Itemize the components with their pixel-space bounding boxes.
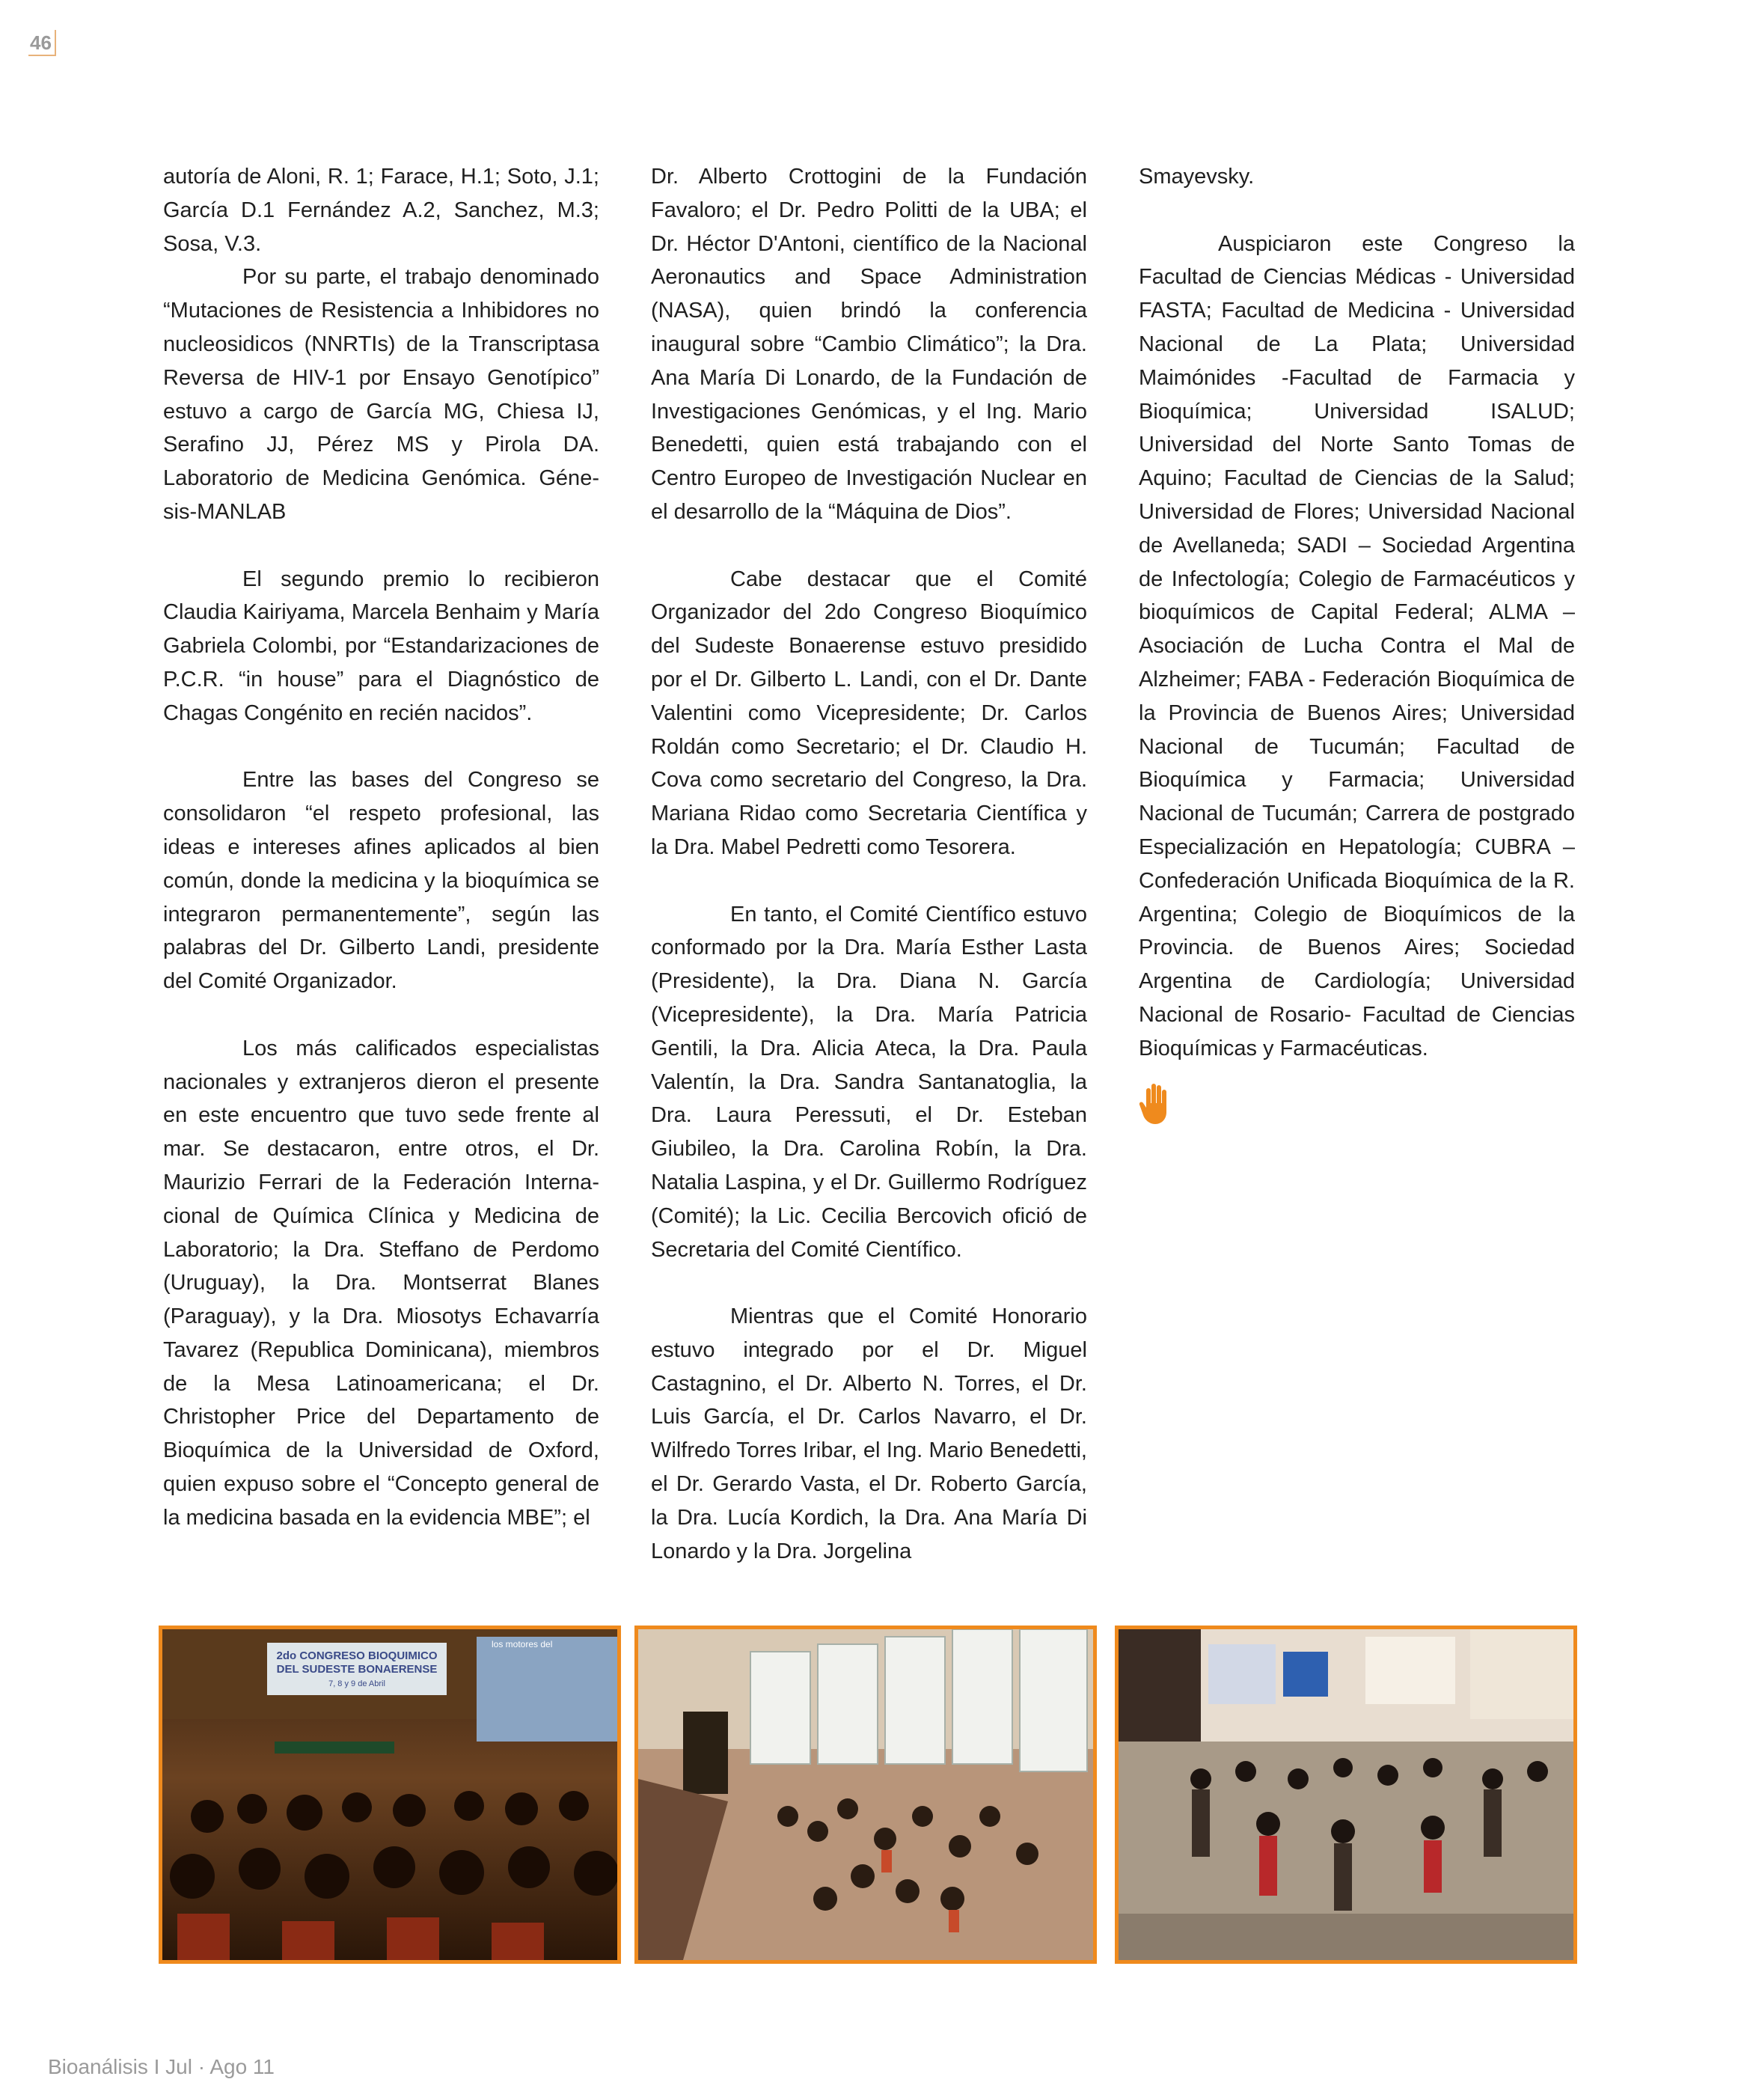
photo-conference-hall bbox=[159, 1626, 621, 1964]
paragraph: Entre las bases del Congreso se consolidaron “el respeto profesional, las ideas e intereses afines aplicados al bien común, donde la medicina y la bioquímica se integraron permanentemente”, según las palabras del Dr. Gilberto Landi, presidente del Comité Organizador. bbox=[163, 768, 599, 994]
paragraph: En tanto, el Comité Científico estuvo conformado por la Dra. María Esther Lasta (Presidente), la Dra. Diana N. García (Vicepresidente), la Dra. María Patricia Gentili, la Dra. Alicia Ateca, la Dra. Paula Valentín, la Dra. Sandra Santanatoglia, la Dra. Laura Peressuti, el Dr. Esteban Giubileo, la Dra. Carolina Robín, la Dra. Natalia Laspina, y el Dr. Guillermo Rodríguez (Comité); la Lic. Cecilia Bercovich ofició de Secretaria del Comité Científico. bbox=[651, 902, 1087, 1262]
page-number: 46 bbox=[28, 30, 56, 56]
banner-line-3: 7, 8 y 9 de Abril bbox=[328, 1679, 385, 1688]
paragraph: autoría de Aloni, R. 1; Farace, H.1; Soto, J.1; García D.1 Fernández A.2, Sanchez, M.3; Sosa, V.3. bbox=[163, 165, 599, 256]
banner-line-2: DEL SUDESTE BONAERENSE bbox=[276, 1663, 438, 1676]
paragraph: Mientras que el Comité Honorario estuvo integrado por el Dr. Miguel Castagnino, el Dr. Alberto N. Torres, el Dr. Luis García, el Dr. Carlos Navarro, el Dr. Wilfredo Torres Iribar, el Ing. Mario Benedetti, el Dr. Gerardo Vasta, el Dr. Roberto García, la Dra. Lucía Kordich, la Dra. Ana María Di Lonardo y la Dra. Jorgelina bbox=[651, 1304, 1087, 1563]
paragraph: Dr. Alberto Crottogini de la Fundación Favaloro; el Dr. Pedro Politti de la UBA; el Dr. Héctor D'Antoni, científico de la Nacional Aeronautics and Space Administration (NASA), quien brindó la conferencia inaugural sobre “Cambio Climático”; la Dra. Ana María Di Lonardo, de la Fundación de Investigaciones Genómicas, y el Ing. Mario Benedetti, quien está trabajando con el Centro Europeo de Investigación Nuclear en el desarrollo de la “Máquina de Dios”. bbox=[651, 165, 1087, 524]
footer-publication: Bioanálisis I Jul · Ago 11 bbox=[48, 2055, 275, 2078]
paragraph: Auspiciaron este Congreso la Facultad de Ciencias Médicas - Universidad FASTA; Facultad de Medicina - Universidad Nacional de La Plata; Universidad Maimónides -Facultad de Farmacia y Bioquímica; Universidad ISALUD; Universidad del Norte Santo Tomas de Aquino; Facultad de Ciencias de la Salud; Universidad de Flores; Universidad Nacional de Avellaneda; SADI – Sociedad Argentina de Infectología; Colegio de Farmacéuticos y bioquímicos de Capital Federal; ALMA – Asociación de Lucha Contra el Mal de Alzheimer; FABA - Federación Bioquímica de la Provincia de Buenos Aires; Universidad Nacional de Tucumán; Facultad de Bioquímica y Farmacia; Universidad Nacional de Tucumán; Carrera de postgrado Especialización en Hepatología; CUBRA – Confederación Unificada Bioquímica de la R. Argentina; Colegio de Bioquímicos de la Provincia. de Buenos Aires; Sociedad Argentina de Cardiología; Universidad Nacional de Rosario- Facultad de Ciencias Bioquímicas y Farmacéuticas. bbox=[1139, 231, 1575, 1060]
banner-line-1: 2do CONGRESO BIOQUIMICO bbox=[276, 1649, 438, 1662]
paragraph: Cabe destacar que el Comité Organizador del 2do Congreso Bioquímico del Sudeste Bonaerense estuvo presidido por el Dr. Gilberto L. Landi, con el Dr. Dante Valentini como Vicepresidente; Dr. Carlos Roldán como Secretario; el Dr. Claudio H. Cova como secretario del Congreso, la Dra. Mariana Ridao como Secretaria Científica y la Dra. Mabel Pedretti como Tesorera. bbox=[651, 567, 1087, 859]
paragraph: Los más calificados especialistas nacionales y extranjeros dieron el presente en este encuentro que tuvo sede frente al mar. Se destacaron, entre otros, el Dr. Maurizio Ferrari de la Federación Internacional de Química Clínica y Medicina de Laboratorio; la Dra. Steffano de Perdomo (Uruguay), la Dra. Montserrat Blanes (Paraguay), y la Dra. Miosotys Echavarría Tavarez (Republica Dominicana), miembros de la Mesa Latinoamericana; el Dr. Christopher Price del Departamento de Bioquímica de la Universidad de Oxford, quien expuso sobre el “Concepto general de la medicina basada en la evidencia MBE”; el bbox=[163, 1036, 599, 1530]
paragraph: El segundo premio lo recibieron Claudia Kairiyama, Marcela Benhaim y María Gabriela Colombi, por “Estandarizaciones de P.C.R. “in house” para el Diagnóstico de Chagas Congénito en recién nacidos”. bbox=[163, 567, 599, 725]
screen-sign: los motores del bbox=[492, 1639, 553, 1649]
paragraph: Smayevsky. bbox=[1139, 165, 1255, 189]
paragraph: Por su parte, el trabajo denominado “Mutaciones de Resistencia a Inhibidores no nucleosidicos (NNRTIs) de la Transcriptasa Reversa de HIV-1 por Ensayo Genotípico” estuvo a cargo de García MG, Chiesa IJ, Serafino JJ, Pérez MS y Pirola DA. Laboratorio de Medicina Genómica. Génesis-MANLAB bbox=[163, 265, 599, 524]
hand-icon bbox=[1139, 1082, 1175, 1126]
photo-exhibition-floor bbox=[1115, 1626, 1577, 1964]
article-column-2 bbox=[651, 160, 1087, 1568]
article-column-3 bbox=[1139, 160, 1575, 1135]
article-column-1 bbox=[163, 160, 599, 1535]
photo-poster-hall bbox=[634, 1626, 1097, 1964]
